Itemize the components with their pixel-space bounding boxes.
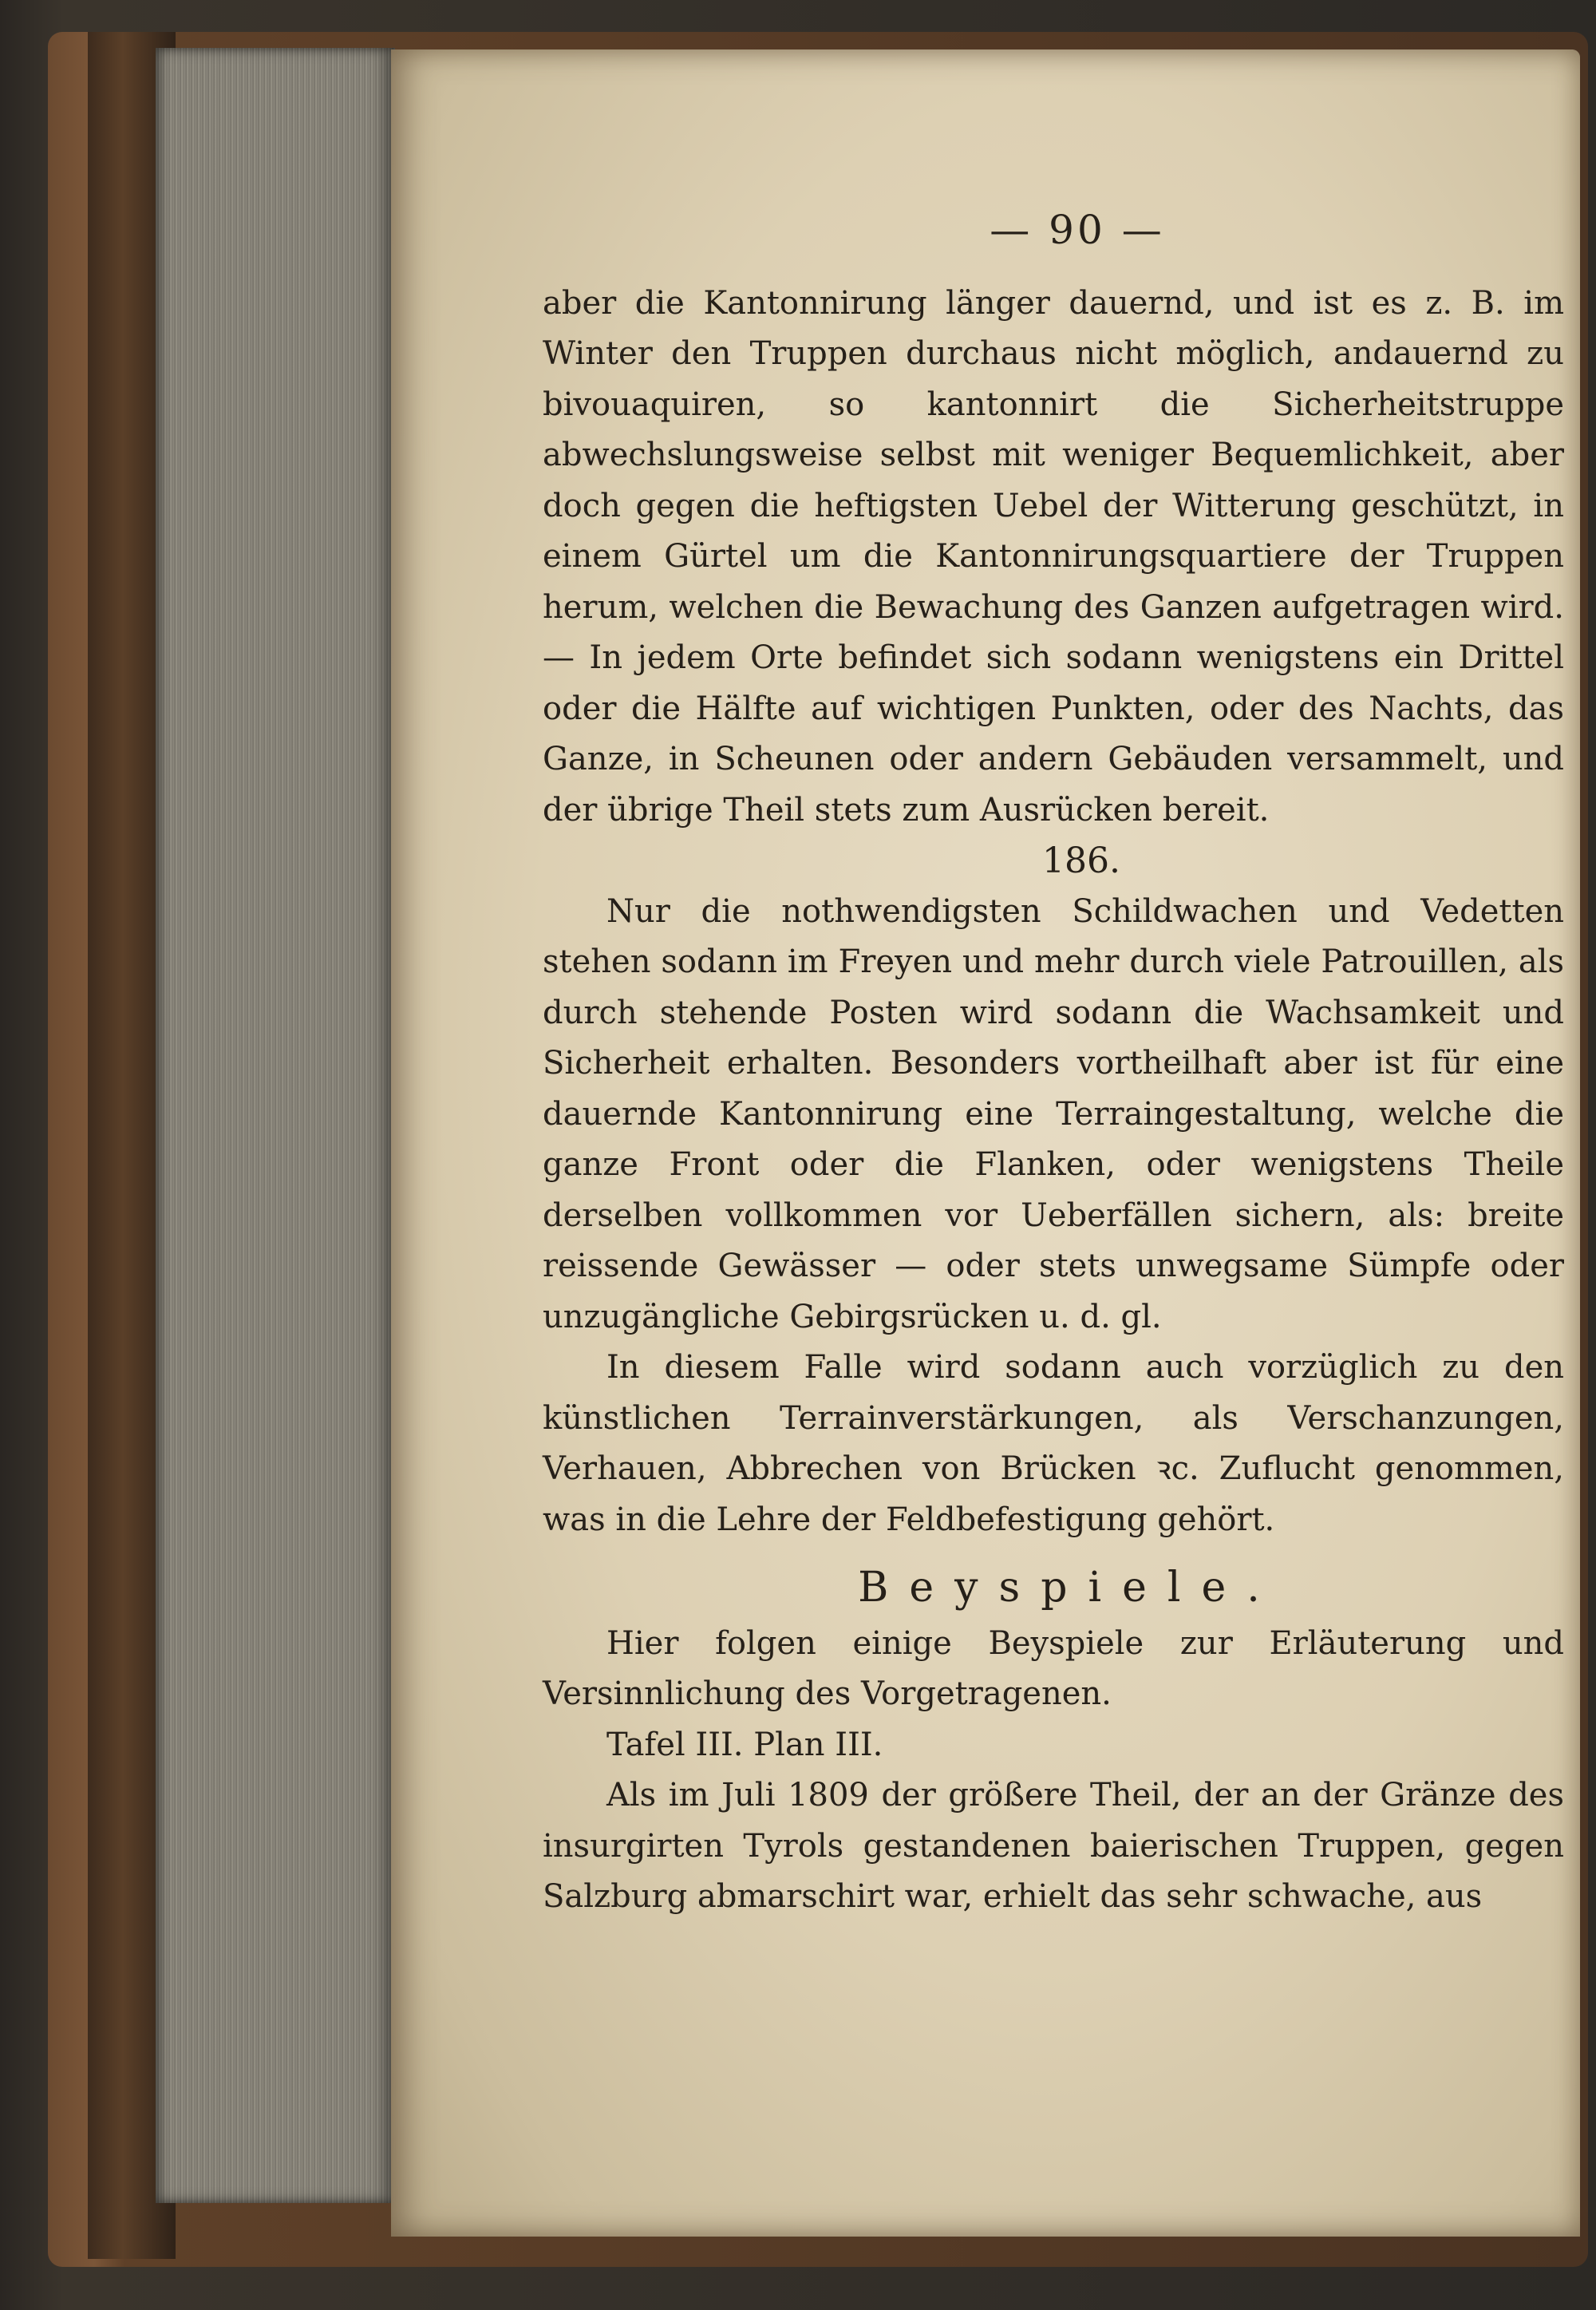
paragraph: Als im Juli 1809 der größere Theil, der an der Gränze des insurgirten Tyrols gestandenen baierischen Truppen, gegen Salzburg abmarschirt war, erhielt das sehr schwache, aus [543, 1777, 1564, 1915]
paragraph-continued: aber die Kantonnirung länger dauernd, und ist es z. B. im Winter den Truppen durchaus nicht möglich, andauernd zu bivouaquiren, so kantonnirt die Sicherheitstruppe abwechslungsweise selbst mit weniger Bequemlichkeit, aber doch gegen die heftigsten Uebel der Witterung geschützt, in einem Gürtel um die Kantonnirungsquartiere der Truppen herum, welchen die Bewachung des Ganzen aufgetragen wird. — In jedem Orte befindet sich sodann wenigstens ein Drittel oder die Hälfte auf wichtigen Punkten, oder des Nachts, das Ganze, in Scheunen oder andern Gebäuden versammelt, und der übrige Theil stets zum Ausrücken bereit. [543, 284, 1564, 829]
paragraph: In diesem Falle wird sodann auch vorzüglich zu den künstlichen Terrainverstärkungen, als Verschanzungen, Verhauen, Abbrechen von Brücken ꝛc. Zuflucht genommen, was in die Lehre der Feldbefestigung gehört. [543, 1349, 1564, 1538]
page-number: — 90 — [990, 207, 1165, 253]
book-page [391, 49, 1580, 2237]
page-edges [156, 48, 395, 2203]
section-number: 186. [1042, 841, 1120, 881]
section-heading: Beyspiele. [858, 1564, 1281, 1612]
page-text [543, 169, 1564, 1923]
paragraph: Hier folgen einige Beyspiele zur Erläuterung und Versinnlichung des Vorgetragenen. [543, 1624, 1564, 1712]
plate-reference: Tafel III. Plan III. [606, 1726, 883, 1763]
paragraph: Nur die nothwendigsten Schildwachen und Vedetten stehen sodann im Freyen und mehr durch viele Patrouillen, als durch stehende Posten wird sodann die Wachsamkeit und Sicherheit erhalten. Besonders vortheilhaft aber ist für eine dauernde Kantonnirung eine Terraingestaltung, welche die ganze Front oder die Flanken, oder wenigstens Theile derselben vollkommen vor Ueberfällen sichern, als: breite reissende Gewässer — oder stets unwegsame Sümpfe oder unzugängliche Gebirgsrücken u. d. gl. [543, 892, 1564, 1335]
